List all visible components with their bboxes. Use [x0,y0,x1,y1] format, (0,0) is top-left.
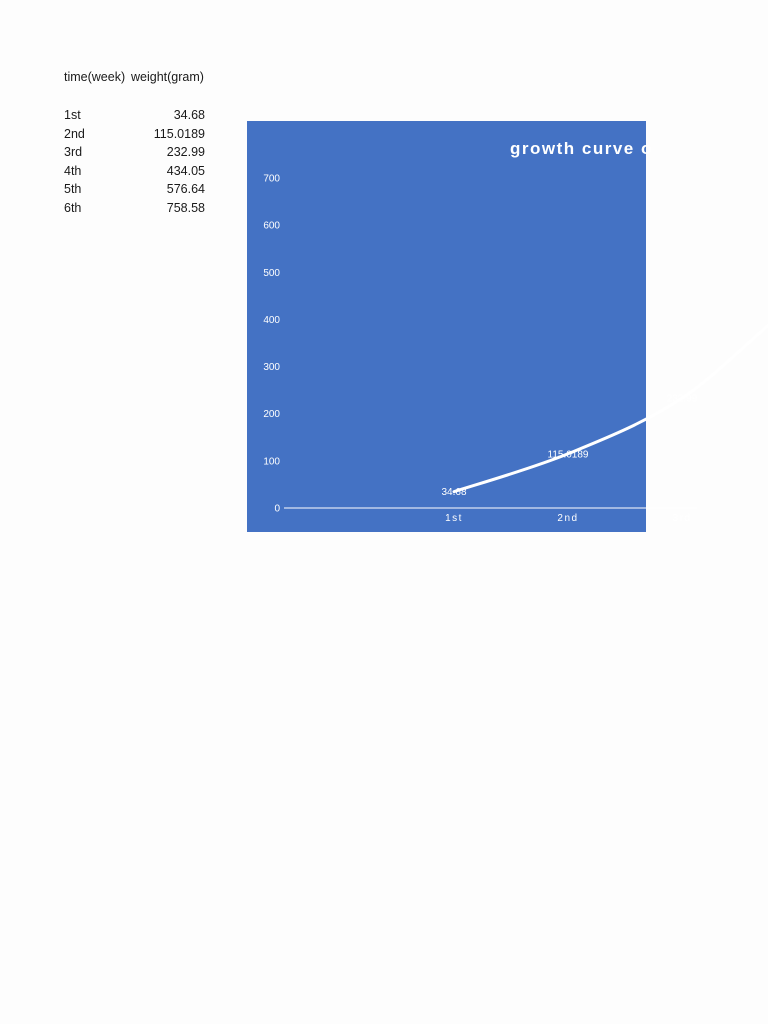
y-tick-label: 400 [263,314,280,326]
column-header-time[interactable]: time(week) [64,70,126,84]
chart-title: growth curve o [510,139,653,158]
chart-canvas [247,121,698,532]
table-row[interactable] [64,164,206,183]
weight-cell[interactable]: 434.05 [166,163,205,178]
x-axis [445,513,768,524]
y-tick-label: 100 [263,456,280,468]
data-label: 34.68 [441,487,467,499]
series-line [454,150,768,491]
week-cell[interactable]: 6th [64,200,82,215]
table-row[interactable] [64,145,206,164]
table-row[interactable] [64,182,206,201]
y-tick-label: 500 [263,267,280,279]
week-cell[interactable]: 5th [64,182,82,196]
data-labels [441,146,768,498]
weight-cell[interactable]: 232.99 [166,145,205,159]
table-row[interactable] [64,201,206,220]
weight-cell[interactable]: 34.68 [173,108,205,122]
weight-cell[interactable]: 576.64 [166,182,205,196]
y-tick-label: 300 [263,362,280,374]
y-axis [263,174,280,515]
y-tick-label: 0 [274,503,280,515]
x-tick-label: 3rd [672,513,692,524]
table-row[interactable] [64,108,206,127]
week-cell[interactable]: 2nd [64,126,85,141]
growth-curve-chart[interactable] [247,121,698,532]
week-cell[interactable]: 3rd [64,145,83,159]
column-header-weight[interactable]: weight(gram) [131,70,204,84]
data-label: 115.0189 [547,449,589,461]
y-tick-label: 700 [263,173,280,185]
week-cell[interactable]: 4th [64,163,82,178]
table-row[interactable] [64,127,206,146]
weight-cell[interactable]: 115.0189 [153,126,205,141]
weight-cell[interactable]: 758.58 [166,200,205,215]
y-tick-label: 600 [263,220,280,232]
data-label: 232.99 [666,393,698,405]
x-tick-label: 1st [445,513,463,524]
y-tick-label: 200 [263,409,280,421]
week-cell[interactable]: 1st [64,108,81,122]
x-tick-label: 2nd [557,513,579,524]
